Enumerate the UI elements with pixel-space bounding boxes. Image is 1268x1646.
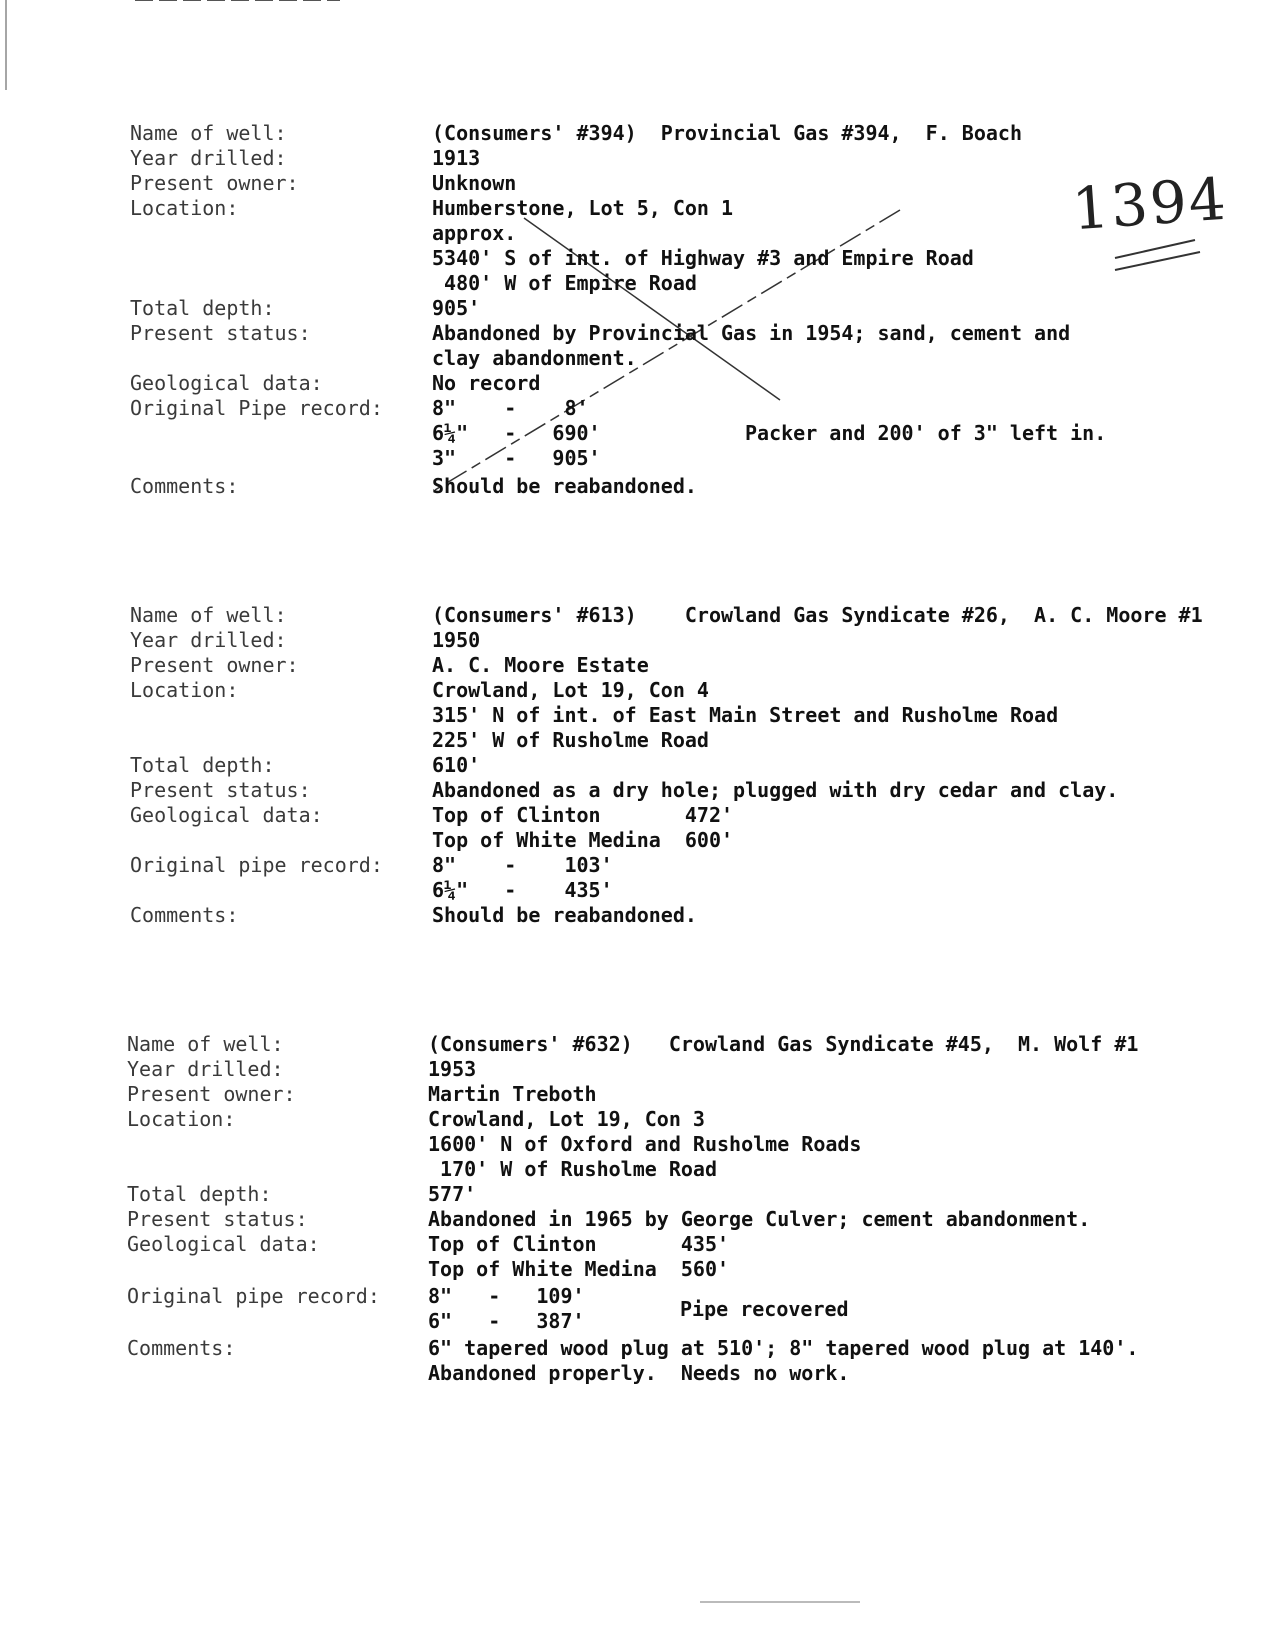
- total-depth: 905': [432, 296, 481, 320]
- pipe-line: 6¼" - 690': [432, 421, 601, 445]
- pipe-note: Packer and 200' of 3" left in.: [745, 421, 1107, 445]
- geo-label: Geological data:: [130, 803, 323, 827]
- comments-label: Comments:: [130, 474, 239, 498]
- pipe-line: 8" - 8': [432, 396, 589, 420]
- present-owner: A. C. Moore Estate: [432, 653, 649, 677]
- pipe-line: 6" - 387': [428, 1309, 585, 1333]
- year-label: Year drilled:: [130, 146, 287, 170]
- status-line: Abandoned by Provincial Gas in 1954; sand, cement and: [432, 321, 1071, 345]
- geo-line: Top of Clinton 472': [432, 803, 734, 827]
- comments-line: Should be reabandoned.: [432, 903, 697, 927]
- handwritten-file-number: 1394: [1069, 164, 1230, 244]
- owner-label: Present owner:: [130, 171, 299, 195]
- status-label: Present status:: [127, 1207, 308, 1231]
- total-depth: 610': [432, 753, 481, 777]
- comments-label: Comments:: [127, 1336, 236, 1360]
- name-label: Name of well:: [127, 1032, 284, 1056]
- owner-label: Present owner:: [130, 653, 299, 677]
- name-label: Name of well:: [130, 121, 287, 145]
- depth-label: Total depth:: [127, 1182, 272, 1206]
- location-label: Location:: [130, 678, 239, 702]
- status-label: Present status:: [130, 321, 311, 345]
- status-line: Abandoned in 1965 by George Culver; cement abandonment.: [428, 1207, 1091, 1231]
- geo-line: Top of White Medina 600': [432, 828, 734, 852]
- depth-label: Total depth:: [130, 753, 275, 777]
- pipe-line: 3" - 905': [432, 446, 601, 470]
- location-line: 225' W of Rusholme Road: [432, 728, 709, 752]
- geo-label: Geological data:: [127, 1232, 320, 1256]
- geo-label: Geological data:: [130, 371, 323, 395]
- well-name: (Consumers' #613) Crowland Gas Syndicate #26, A. C. Moore #1: [432, 603, 1203, 627]
- pipe-label: Original pipe record:: [130, 853, 383, 877]
- location-line: 480' W of Empire Road: [432, 271, 697, 295]
- location-line: 1600' N of Oxford and Rusholme Roads: [428, 1132, 862, 1156]
- status-label: Present status:: [130, 778, 311, 802]
- location-line: Humberstone, Lot 5, Con 1: [432, 196, 734, 220]
- depth-label: Total depth:: [130, 296, 275, 320]
- comments-line: Should be reabandoned.: [432, 474, 697, 498]
- year-label: Year drilled:: [130, 628, 287, 652]
- location-line: Crowland, Lot 19, Con 4: [432, 678, 709, 702]
- status-line: clay abandonment.: [432, 346, 637, 370]
- comments-line: 6" tapered wood plug at 510'; 8" tapered wood plug at 140'.: [428, 1336, 1139, 1360]
- owner-label: Present owner:: [127, 1082, 296, 1106]
- location-line: 170' W of Rusholme Road: [428, 1157, 717, 1181]
- pipe-line: 8" - 109': [428, 1284, 585, 1308]
- well-name: (Consumers' #394) Provincial Gas #394, F. Boach: [432, 121, 1023, 145]
- pipe-note: Pipe recovered: [680, 1297, 849, 1321]
- location-label: Location:: [127, 1107, 236, 1131]
- well-name: (Consumers' #632) Crowland Gas Syndicate #45, M. Wolf #1: [428, 1032, 1139, 1056]
- year-drilled: 1950: [432, 628, 481, 652]
- year-label: Year drilled:: [127, 1057, 284, 1081]
- location-line: 5340' S of int. of Highway #3 and Empire Road: [432, 246, 974, 270]
- year-drilled: 1913: [432, 146, 481, 170]
- location-line: Crowland, Lot 19, Con 3: [428, 1107, 705, 1131]
- location-label: Location:: [130, 196, 239, 220]
- pipe-label: Original Pipe record:: [130, 396, 383, 420]
- total-depth: 577': [428, 1182, 477, 1206]
- comments-line: Abandoned properly. Needs no work.: [428, 1361, 850, 1385]
- geo-line: No record: [432, 371, 541, 395]
- year-drilled: 1953: [428, 1057, 477, 1081]
- name-label: Name of well:: [130, 603, 287, 627]
- pipe-line: 6¼" - 435': [432, 878, 613, 902]
- geo-line: Top of Clinton 435': [428, 1232, 730, 1256]
- status-line: Abandoned as a dry hole; plugged with dry cedar and clay.: [432, 778, 1119, 802]
- pipe-label: Original pipe record:: [127, 1284, 380, 1308]
- comments-label: Comments:: [130, 903, 239, 927]
- present-owner: Unknown: [432, 171, 517, 195]
- geo-line: Top of White Medina 560': [428, 1257, 730, 1281]
- location-line: approx.: [432, 221, 517, 245]
- location-line: 315' N of int. of East Main Street and Rusholme Road: [432, 703, 1059, 727]
- present-owner: Martin Treboth: [428, 1082, 597, 1106]
- pipe-line: 8" - 103': [432, 853, 613, 877]
